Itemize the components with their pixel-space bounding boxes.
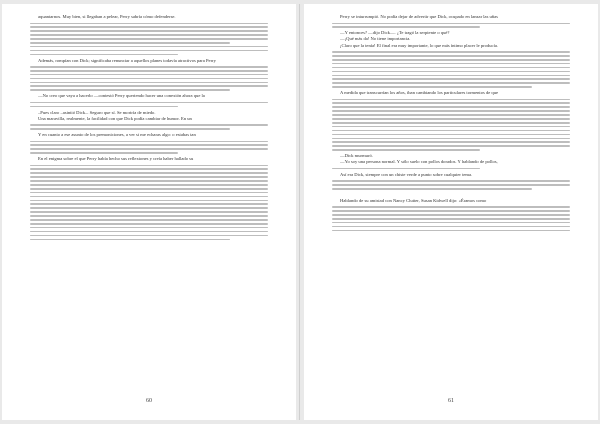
gutter-divider — [299, 4, 300, 420]
text-lines — [332, 99, 570, 151]
paragraph: A medida que transcurrían los años, iban cambiando los particulares tormentos de que — [340, 90, 499, 96]
text-lines — [332, 51, 570, 88]
paragraph: –Pues claro –asintió Dick–. Seguro que sí. Se moriría de miedo. — [38, 109, 156, 115]
paragraph: Hablando de su amistad con Nancy Clutter, Susan Kidwell dijo: «Éramos como — [340, 197, 487, 203]
text-lines — [332, 180, 570, 189]
text-lines — [332, 23, 570, 28]
paragraph: ¡Claro que la tenía! El final era muy importante, lo que más íntimo placer le producía. — [340, 42, 499, 48]
paragraph: —Yo soy una persona normal. Y sólo suelo con pollos dorados. Y hablando de pollos, — [340, 159, 498, 165]
paragraph: Además, rompían con Dick; significaba renunciar a aquellos planes todavía atractivos para Perry — [38, 57, 216, 63]
text-lines — [30, 165, 268, 241]
text-lines — [332, 206, 570, 231]
left-page — [2, 4, 296, 420]
page-number: 60 — [146, 398, 152, 404]
paragraph: Así era Dick, siempre con un chiste verde a punto sobre cualquier tema. — [340, 171, 473, 177]
paragraph: —No creo que vaya a hacerlo —contestó Perry queriendo hacer una conexión ahora que la — [38, 93, 205, 99]
left-text-block — [30, 14, 268, 392]
text-lines — [30, 66, 268, 91]
page-number: 61 — [448, 398, 454, 404]
text-lines — [30, 124, 268, 129]
right-text-block — [332, 14, 570, 392]
paragraph: —Y entonces? —dijo Dick—. ¿Te tragó la serpiente o qué? — [340, 30, 450, 36]
text-lines — [30, 23, 268, 56]
paragraph: Y en cuanto a ese asunto de los premoniciones, a ver si me echaras algo: o estabas tan — [38, 132, 196, 138]
paragraph: aquantarnos. Muy bien, si llegaban a pelear, Perry sabría cómo defenderse. — [38, 14, 176, 19]
text-lines — [30, 102, 268, 107]
paragraph: —Dick murmuró. — [340, 153, 373, 159]
text-lines — [332, 168, 570, 170]
right-page — [304, 4, 598, 420]
paragraph: Una maravilla, realmente, la facilidad con que Dick podía cambiar de humor. En un — [38, 115, 192, 121]
paragraph: —¡Qué más da! No tiene importancia. — [340, 36, 411, 42]
paragraph: Perry se inturrumpió. No podía dejar de advertir que Dick, ocupado en lanzar las uñas — [340, 14, 498, 19]
text-lines — [30, 141, 268, 154]
paragraph: En el enigma sobre el que Perry había hecho sus reflexiones y creía haber hallado su — [38, 156, 194, 162]
